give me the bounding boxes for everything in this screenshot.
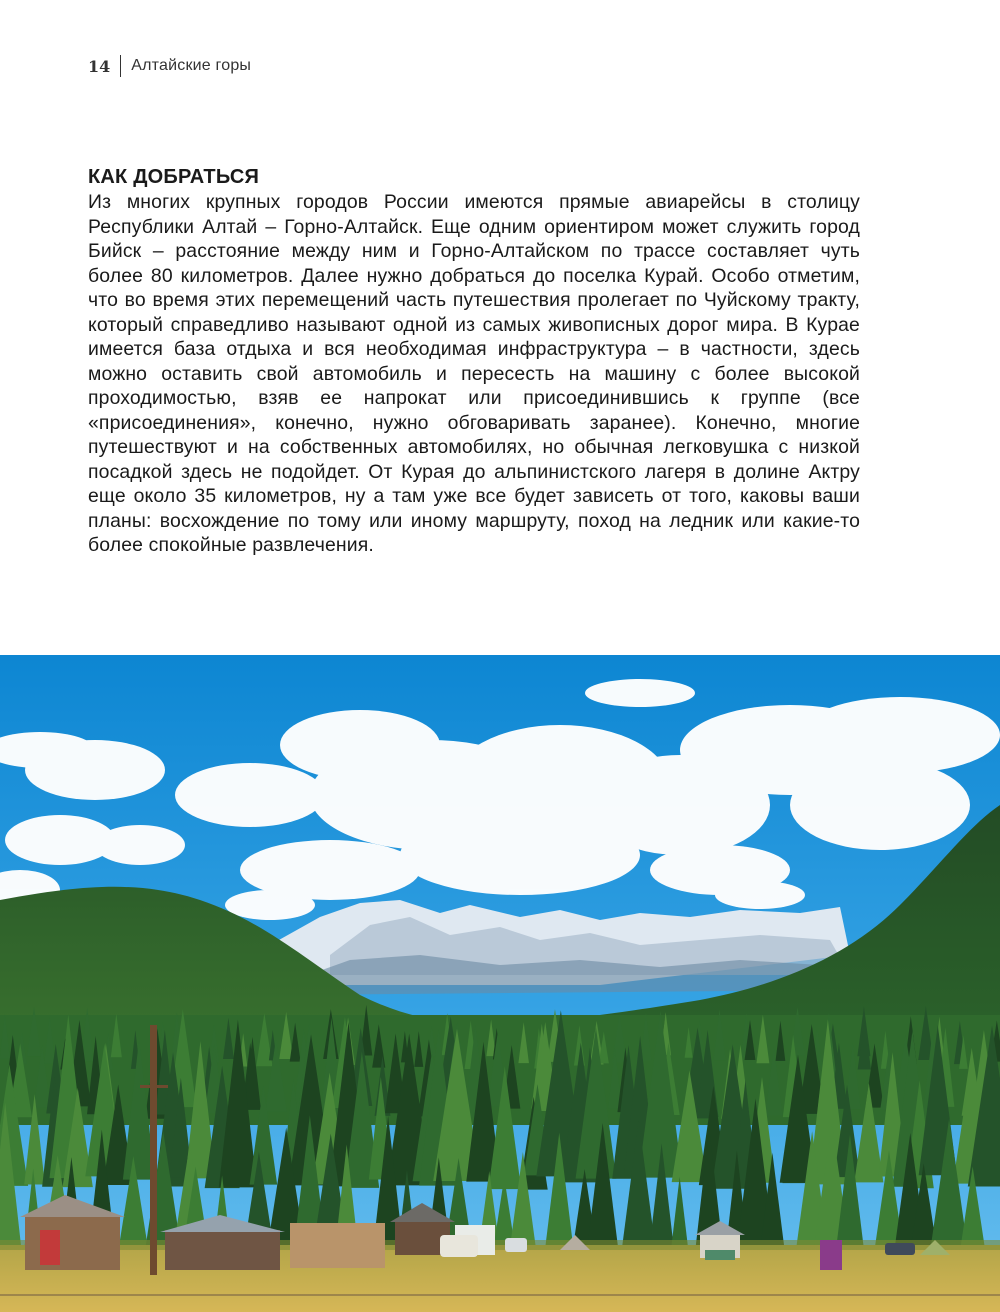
how-to-get-there-section xyxy=(88,164,860,558)
landscape-photo xyxy=(0,655,1000,1312)
section-heading: КАК ДОБРАТЬСЯ xyxy=(88,166,260,188)
page-header xyxy=(88,52,251,80)
utility-pole xyxy=(150,1025,157,1275)
section-body-text: Из многих крупных городов России имеются прямые авиарейсы в столицу Республики Алтай – Горно-Алтайск. Еще одним ориентиром может служить город Бийск – расстояние между ним и Горно-Алтайском по трассе составляет чуть более 80 километров. Далее нужно добраться до поселка Курай. Особо отметим, что во время этих перемещений часть путешествия пролегает по Чуйскому тракту, который справедливо называют одной из самых живописных дорог мира. В Курае имеется база отдыха и вся необходимая инфраструктура – в частности, здесь можно оставить свой автомобиль и пересесть на машину с более высокой проходимостью, взяв ее напрокат или присоединившись к группе (все «присоединения», конечно, нужно обговаривать заранее). Конечно, многие путешествуют и на собственных автомобилях, но обычная легковушка с низкой посадкой здесь не подойдет. От Курая до альпинистского лагеря в долине Актру еще около 35 километров, ну а там уже все будет зависеть от того, каковы ваши планы: восхождение по тому или иному маршруту, поход на ледник или какие-то более спокойные развлечения. xyxy=(88,191,860,556)
page-number: 14 xyxy=(88,56,111,76)
header-divider xyxy=(120,55,121,77)
running-title: Алтайские горы xyxy=(131,57,252,74)
